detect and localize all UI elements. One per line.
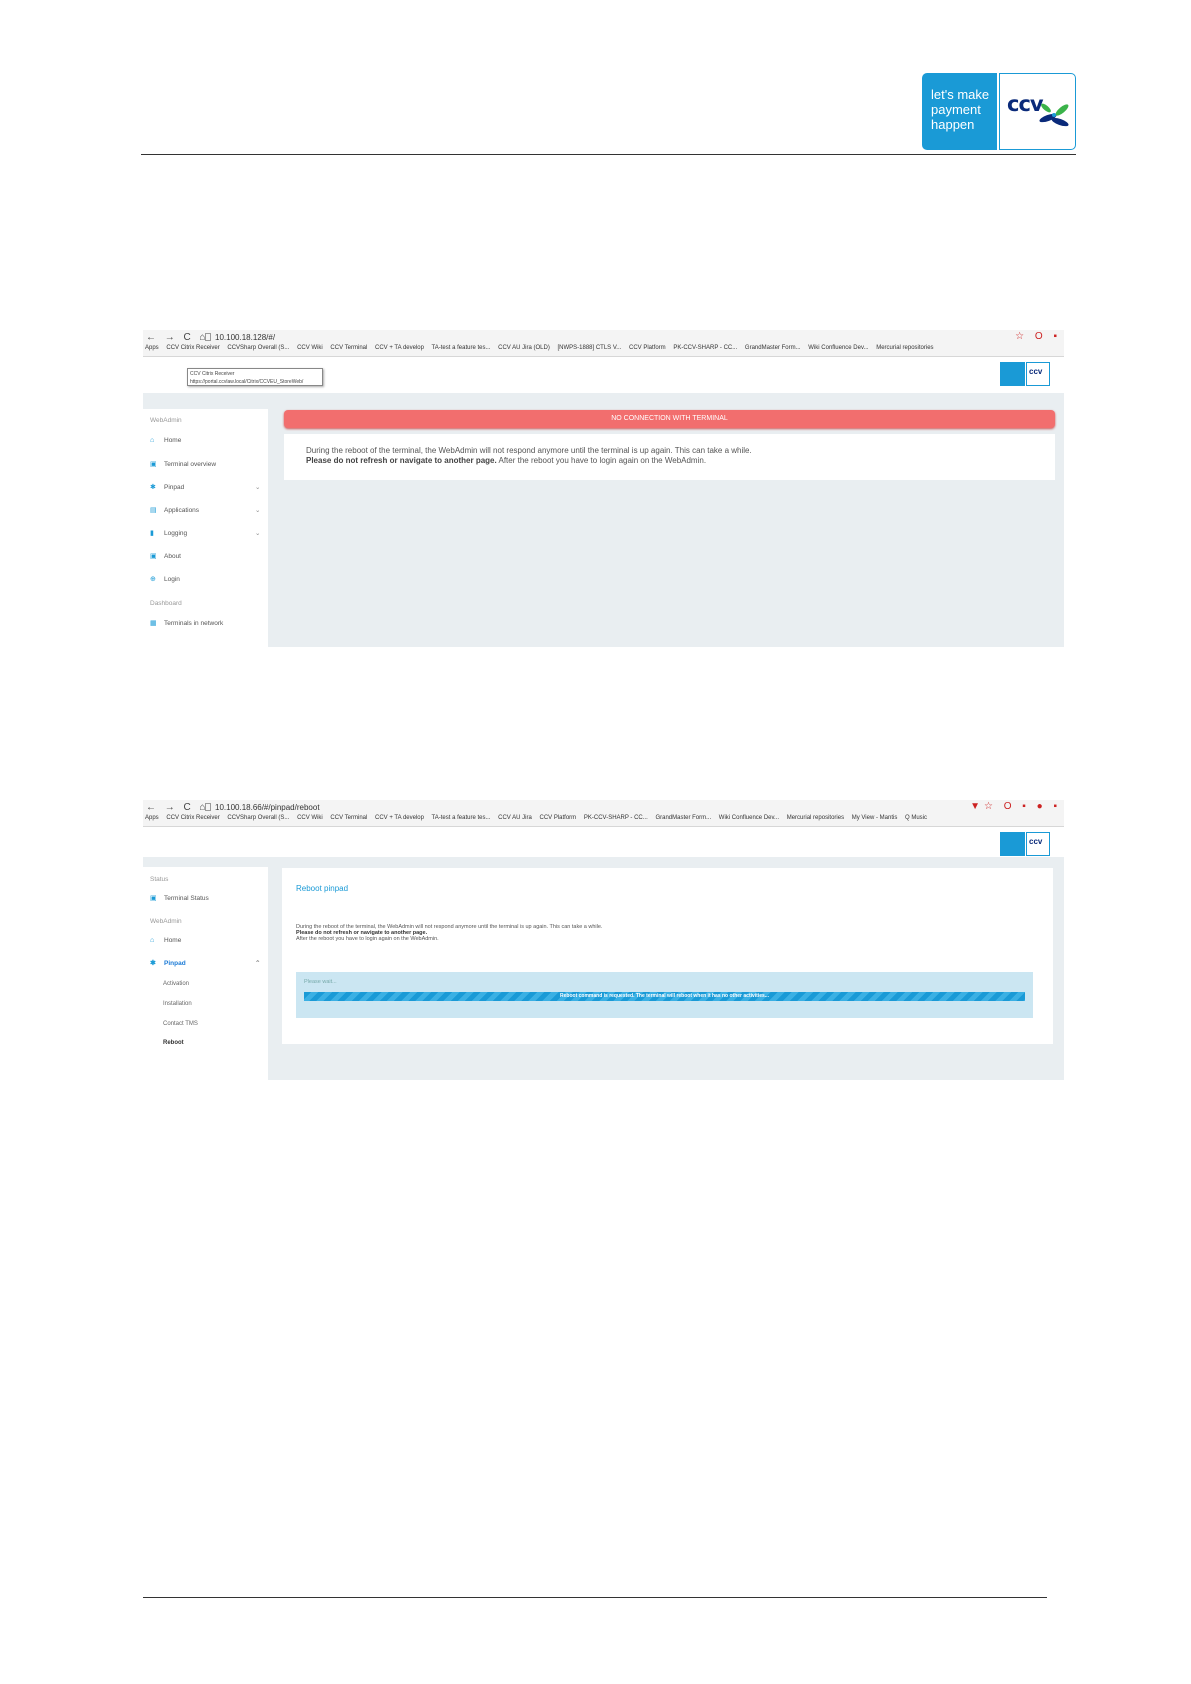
calendar-icon: ▣ (150, 461, 157, 468)
page-title: Reboot pinpad (296, 884, 349, 893)
lock-icon: ⊕ (150, 576, 156, 583)
browser-nav-icons: ← → C ⌂ (146, 802, 209, 813)
browser-nav-icons: ← → C ⌂ (146, 332, 209, 343)
sidebar-heading-webadmin: WebAdmin (150, 918, 182, 925)
bookmark-item[interactable]: Q Music (905, 815, 928, 821)
browser-toolbar (143, 800, 1064, 827)
bookmark-item[interactable]: [NWPS-1888] CTLS V... (557, 345, 622, 351)
reboot-warning-bold: Please do not refresh or navigate to another page. (296, 930, 428, 936)
logo-slogan-line: happen (931, 117, 975, 132)
flower-icon (1038, 102, 1072, 128)
sidebar-item-terminal-status[interactable] (150, 894, 209, 902)
sidebar-heading-status: Status (150, 876, 169, 883)
bookmark-item[interactable]: Apps (145, 345, 159, 351)
bookmark-item[interactable]: Wiki Confluence Dev... (718, 815, 780, 821)
sidebar-subitem-installation[interactable]: Installation (163, 1001, 192, 1007)
app-logo (1000, 362, 1050, 386)
sidebar-subitem-activation[interactable]: Activation (163, 981, 190, 987)
sidebar-item-home[interactable] (150, 437, 181, 444)
chevron-down-icon: ⌄ (255, 484, 261, 491)
home-icon: ⌂ (150, 437, 155, 444)
sidebar (143, 409, 268, 647)
sidebar-item-label: Login (164, 576, 180, 583)
sidebar-item-label: About (164, 553, 181, 560)
bookmark-item[interactable]: PK-CCV-SHARP - CC... (673, 345, 738, 351)
grid-icon: ▦ (150, 620, 157, 627)
sidebar (143, 867, 268, 1080)
bookmark-item[interactable]: CCV AU Jira (498, 815, 532, 821)
info-icon: ▣ (150, 553, 157, 560)
reboot-progress-bar (304, 992, 1025, 1001)
bookmark-item[interactable]: Wiki Confluence Dev... (808, 345, 869, 351)
ccv-logo (922, 73, 1076, 150)
bookmark-item[interactable]: CCV Platform (628, 345, 666, 351)
bookmark-item[interactable]: TA-test a feature tes... (431, 345, 491, 351)
pinpad-icon: ✱ (150, 960, 156, 967)
applications-icon: ▤ (150, 507, 157, 514)
logo-slogan-line: payment (931, 102, 981, 117)
pinpad-icon: ✱ (150, 484, 156, 491)
bookmark-item[interactable]: GrandMaster Form... (655, 815, 712, 821)
address-bar[interactable]: 10.100.18.128/#/ (203, 332, 275, 343)
address-bar[interactable]: 10.100.18.66/#/pinpad/reboot (203, 802, 320, 813)
bookmark-item[interactable]: Apps (145, 815, 159, 821)
sidebar-heading-webadmin: WebAdmin (150, 417, 182, 424)
bookmark-item[interactable]: CCV + TA develop (375, 815, 424, 821)
tooltip-url: https://portal.ccvlaw.local/Citrix/CCVEU_StoreWeb/ (190, 379, 304, 385)
sidebar-item-terminal-overview[interactable] (150, 460, 216, 468)
bookmark-item[interactable]: CCVSharp Overall (S... (227, 345, 290, 351)
progress-text: Reboot command is requested. The terminal will reboot when it has no other activities... (560, 993, 769, 999)
reboot-warning-bold: Please do not refresh or navigate to another page. (306, 456, 497, 465)
bookmark-item[interactable]: CCV Terminal (330, 815, 368, 821)
sidebar-item-terminals-in-network[interactable] (150, 619, 223, 627)
bookmarks-bar (145, 345, 1064, 351)
browser-extension-icons: ☆ O ▪ (1015, 331, 1061, 342)
bookmark-item[interactable]: CCV + TA develop (375, 345, 424, 351)
bookmarks-bar (145, 815, 1064, 821)
app-logo-brand: ccv (1026, 832, 1050, 856)
screenshot-reboot-pinpad (143, 800, 1064, 1080)
sidebar-item-label: Home (164, 437, 182, 444)
bookmark-item[interactable]: CCVSharp Overall (S... (227, 815, 290, 821)
bookmark-item[interactable]: CCV Citrix Receiver (166, 345, 220, 351)
sidebar-item-applications[interactable] (150, 506, 261, 514)
sidebar-item-about[interactable] (150, 552, 181, 560)
sidebar-item-label: Terminal Status (164, 895, 209, 902)
logo-slogan (922, 73, 997, 150)
bookmark-item[interactable]: CCV Wiki (297, 345, 323, 351)
sidebar-item-label: Terminals in network (164, 620, 224, 627)
screenshot-no-connection (143, 330, 1064, 647)
app-logo (1000, 832, 1050, 856)
sidebar-item-logging[interactable] (150, 529, 261, 537)
logo-brand-mark (999, 73, 1076, 150)
sidebar-item-label: Logging (164, 530, 188, 537)
sidebar-item-label: Pinpad (164, 484, 185, 491)
sidebar-item-pinpad[interactable] (150, 483, 261, 491)
sidebar-item-home[interactable] (150, 937, 181, 944)
tooltip-title: CCV Citrix Receiver (190, 371, 235, 377)
bookmark-item[interactable]: CCV Wiki (297, 815, 323, 821)
logo-brand-text: ccv (1007, 92, 1043, 116)
bookmark-item[interactable]: TA-test a feature tes... (431, 815, 491, 821)
reboot-message-card (284, 434, 1055, 480)
header-divider (141, 154, 1076, 155)
reboot-message-line: During the reboot of the terminal, the WebAdmin will not respond anymore until the terminal is up again. This can take a while. (306, 446, 752, 455)
app-logo-blue (1000, 832, 1025, 856)
chevron-down-icon: ⌄ (255, 530, 261, 537)
sidebar-item-label: Pinpad (164, 960, 186, 967)
sidebar-heading-dashboard: Dashboard (150, 600, 182, 607)
app-logo-blue (1000, 362, 1025, 386)
browser-extension-icons: ▼☆ O ▪ ● ▪ (970, 801, 1061, 812)
please-wait-panel (296, 972, 1033, 1018)
bookmark-item[interactable]: My View - Mantis (851, 815, 898, 821)
sidebar-item-label: Applications (164, 507, 200, 514)
bookmark-item[interactable]: GrandMaster Form... (744, 345, 801, 351)
reboot-message-line (306, 456, 706, 465)
sidebar-item-label: Home (164, 937, 182, 944)
reboot-pinpad-card (282, 868, 1053, 1044)
chevron-up-icon: ⌃ (255, 960, 261, 967)
bookmark-tooltip (187, 368, 323, 386)
chevron-down-icon: ⌄ (255, 507, 261, 514)
reboot-info-line: During the reboot of the terminal, the WebAdmin will not respond anymore until the terminal is up again. This can take a while. (296, 924, 603, 930)
logo-slogan-line: let's make (931, 87, 990, 102)
app-header (143, 827, 1064, 857)
sidebar-item-label: Terminal overview (164, 461, 217, 468)
bookmark-item[interactable]: CCV Citrix Receiver (166, 815, 220, 821)
please-wait-label: Please wait... (304, 979, 337, 985)
file-icon: ▮ (150, 530, 154, 537)
home-icon: ⌂ (150, 937, 155, 944)
bookmark-item[interactable]: CCV AU Jira (OLD) (498, 345, 550, 351)
sidebar-subitem-reboot[interactable]: Reboot (163, 1040, 184, 1046)
app-logo-brand: ccv (1026, 362, 1050, 386)
sidebar-item-pinpad[interactable] (150, 959, 261, 967)
reboot-message-rest: After the reboot you have to login again on the WebAdmin. (496, 456, 707, 465)
browser-toolbar (143, 330, 1064, 357)
reboot-info-line: After the reboot you have to login again on the WebAdmin. (296, 936, 439, 942)
bookmark-item[interactable]: Mercurial repositories (876, 345, 934, 351)
bookmark-item[interactable]: PK-CCV-SHARP - CC... (583, 815, 648, 821)
bookmark-item[interactable]: Mercurial repositories (786, 815, 845, 821)
bookmark-item[interactable]: CCV Terminal (330, 345, 368, 351)
bookmark-item[interactable]: CCV Platform (539, 815, 577, 821)
sidebar-subitem-contact-tms[interactable]: Contact TMS (163, 1021, 198, 1027)
no-connection-alert: NO CONNECTION WITH TERMINAL (284, 410, 1055, 428)
sidebar-item-login[interactable] (150, 575, 180, 583)
footer-divider (143, 1597, 1047, 1598)
calendar-icon: ▣ (150, 895, 157, 902)
